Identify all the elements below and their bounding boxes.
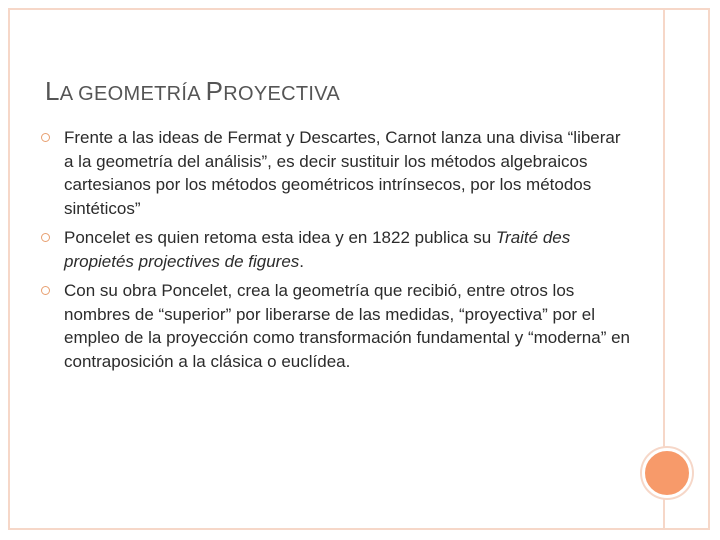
bullet-text: Poncelet es quien retoma esta idea y en 1822 publica su bbox=[64, 228, 496, 247]
bullet-ring-icon bbox=[41, 233, 50, 242]
bullet-list bbox=[40, 126, 630, 379]
bullet-item-carnot bbox=[40, 126, 630, 220]
bullet-item-poncelet-traite bbox=[40, 226, 630, 273]
decorative-orange-circle bbox=[642, 448, 692, 498]
bullet-item-poncelet-names bbox=[40, 279, 630, 373]
bullet-text-end: . bbox=[299, 251, 305, 271]
bullet-text: Con su obra Poncelet, crea la geometría que recibió, entre otros los nombres de “superior” por liberarse de las medidas, “proyectiva” por el empleo de la proyección como transformación fundamental y “moderna” en contraposición a la clásica o euclídea. bbox=[64, 281, 631, 371]
bullet-ring-icon bbox=[41, 133, 50, 142]
bullet-ring-icon bbox=[41, 286, 50, 295]
bullet-text: Frente a las ideas de Fermat y Descartes, Carnot lanza una divisa “liberar a la geometría del análisis”, es decir sustituir los métodos algebraicos cartesianos por los métodos geométricos intrínsecos, por los métodos sintéticos” bbox=[64, 128, 621, 218]
book-title: Traité des propietés projectives de figures bbox=[64, 228, 571, 271]
slide-title: LA GEOMETRÍA PROYECTIVA bbox=[45, 76, 341, 106]
